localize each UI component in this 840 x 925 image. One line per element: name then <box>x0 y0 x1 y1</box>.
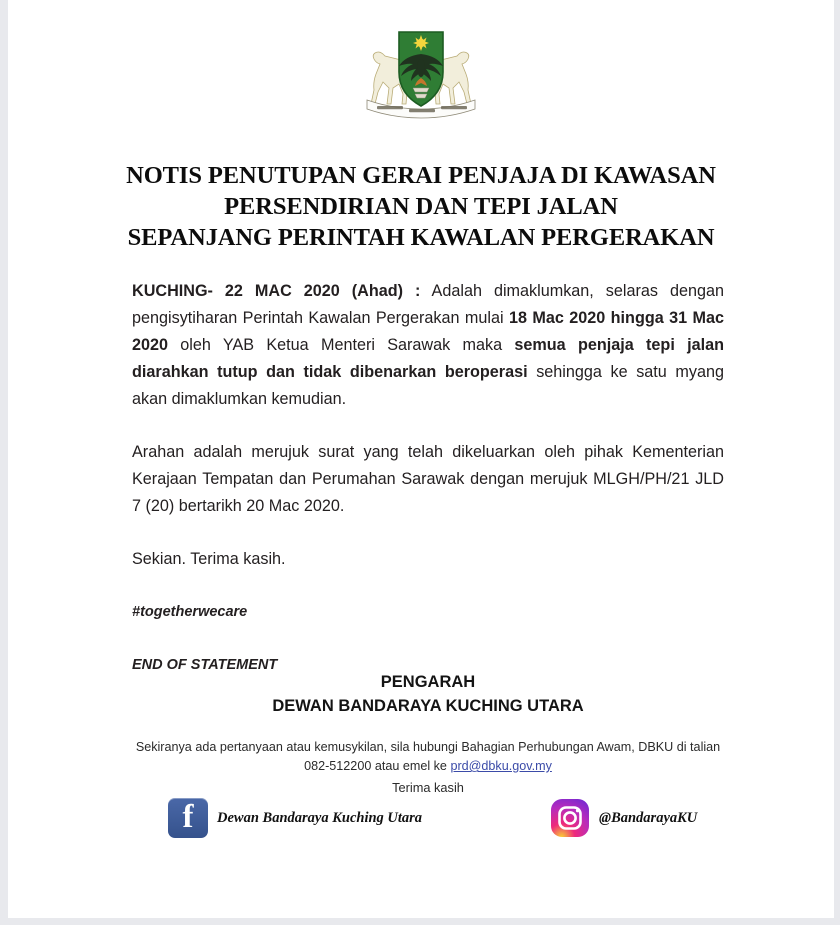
crest-container <box>8 22 834 127</box>
facebook-icon <box>168 798 208 838</box>
sarawak-state-crest-icon <box>351 22 491 122</box>
contact-line-2-prefix: 082-512200 atau emel ke <box>304 759 451 773</box>
paragraph-text-a: Adalah dimaklumkan, selaras dengan pengisytiharan Perintah Kawalan Pergerakan mulai <box>132 282 724 327</box>
instagram-icon <box>550 798 590 838</box>
signature-block <box>132 670 724 718</box>
notice-title <box>88 160 754 253</box>
end-of-statement-marker: END OF STATEMENT <box>132 657 278 673</box>
signature-role: PENGARAH <box>380 673 476 691</box>
paragraph-lead: KUCHING- 22 MAC 2020 (Ahad) : <box>132 282 421 300</box>
facebook-label: Dewan Bandaraya Kuching Utara <box>217 809 423 826</box>
title-line-1: NOTIS PENUTUPAN GERAI PENJAJA DI KAWASAN <box>126 162 716 189</box>
signature-organisation: DEWAN BANDARAYA KUCHING UTARA <box>272 697 584 715</box>
hashtag-togetherwecare: #togetherwecare <box>132 604 248 620</box>
contact-thanks: Terima kasih <box>392 780 464 795</box>
title-line-2: PERSENDIRIAN DAN TEPI JALAN <box>224 193 618 220</box>
contact-block <box>132 738 724 776</box>
paragraph-text-c: oleh YAB Ketua Menteri Sarawak maka <box>168 336 515 354</box>
social-links-row <box>132 798 724 844</box>
instagram-link[interactable] <box>550 798 697 838</box>
contact-line-1: Sekiranya ada pertanyaan atau kemusykilan, sila hubungi Bahagian Perhubungan Awam, DBKU di talian <box>135 740 721 754</box>
paragraph-reference: Arahan adalah merujuk surat yang telah dikeluarkan oleh pihak Kementerian Kerajaan Tempatan dan Perumahan Sarawak dengan merujuk MLGH/PH/21 JLD 7 (20) bertarikh 20 Mac 2020. <box>132 443 724 515</box>
notice-body <box>132 278 724 679</box>
paragraph-announcement <box>132 278 724 413</box>
paragraph-text-e: sehingga ke satu myang akan dimaklumkan kemudian. <box>132 363 724 408</box>
paragraph-directive: semua penjaja tepi jalan diarahkan tutup dan tidak dibenarkan beroperasi <box>132 336 724 381</box>
paragraph-dates: 18 Mac 2020 hingga 31 Mac 2020 <box>132 309 724 354</box>
instagram-label: @BandarayaKU <box>599 809 698 826</box>
paragraph-closing: Sekian. Terima kasih. <box>132 550 286 568</box>
notice-page <box>8 0 834 918</box>
email-link[interactable]: prd@dbku.gov.my <box>450 759 552 773</box>
facebook-link[interactable] <box>168 798 422 838</box>
title-line-3: SEPANJANG PERINTAH KAWALAN PERGERAKAN <box>127 224 715 251</box>
